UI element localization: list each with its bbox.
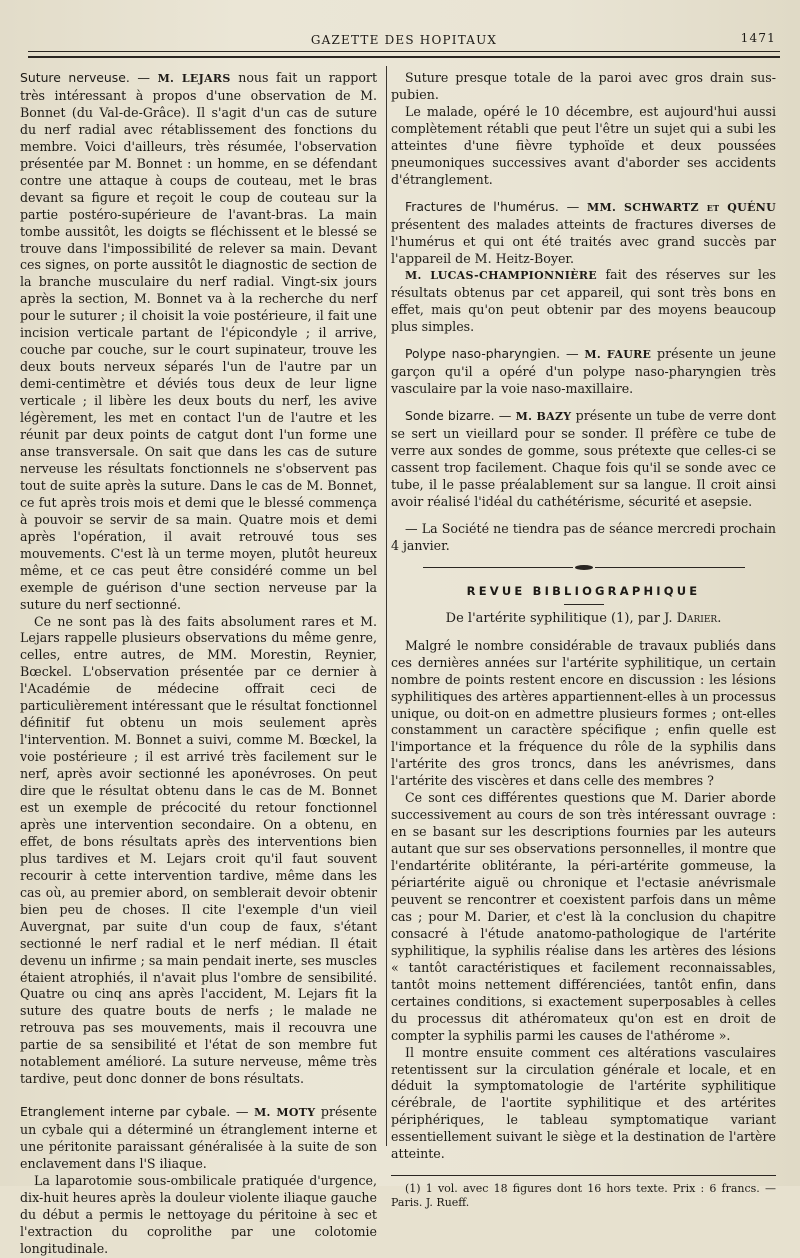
revue-paragraph-3: Il montre ensuite comment ces altérations vasculaires retentissent sur la circulation générale et locale, et en déduit la symptomatologie de l'artérite syphilitique cérébrale, de l'aortite syphilitique et des artérites périphériques, le tableau symptomatique variant essentiellement suivant le siège et la destination de l'artère atteinte. [391,1044,776,1162]
polype-heading: Polype naso-pharyngien. [405,346,561,362]
etranglement-dash: — [230,1104,255,1120]
revue-paragraph-2: Ce sont ces différentes questions que M. Darier aborde successivement au cours de son très intéressant ouvrage : en se basant sur les descriptions fournies par les auteurs autant que sur ses observations personnelles, il montre que l'endartérite oblitérante, la péri-artérite gommeuse, la périartérite aiguë ou chronique et l'ectasie anévrismale peuvent se rencontrer et coexistent parfois dans un même cas ; pour M. Darier, et c'est là la conclusion du chapitre consacré à l'étude anatomo-pathologique de l'artérite syphilitique, la syphilis réalise dans les artères des lésions « tantôt caractéristiques et facilement reconnaissables, tantôt moins nettement différenciées, tantôt enfin, dans certaines conditions, si exactement superposables à celles du processus dit athéromateux qu'on est en droit de compter la syphilis parmi les causes de l'athérome ». [391,790,776,1043]
revue-title-text: De l'artérite syphilitique (1), par [445,610,665,626]
section-spacer [20,1088,377,1104]
fractures-author-2: M. LUCAS-CHAMPIONNIÈRE [405,269,597,283]
footnote: (1) 1 vol. avec 18 figures dont 16 hors texte. Prix : 6 francs. — Paris. J. Rueff. [391,1182,776,1210]
fractures-authors: MM. SCHWARTZ et QUÉNU [587,200,776,214]
fractures-paragraph-2 [391,267,776,336]
sonde-author: M. BAZY [515,410,572,424]
suture-heading: Suture nerveuse. [20,70,130,85]
suture-paragraph-1 [20,70,377,614]
header-rule-thick [28,56,780,58]
polype-text: présente un jeune garçon qu'il a opéré d'un polype naso-pharyngien très vasculaire par la voie naso-maxillaire. [391,346,777,397]
revue-article-title [391,611,776,628]
continuation-paragraph-2: Le malade, opéré le 10 décembre, est aujourd'hui aussi complètement rétabli que peut l'être un sujet qui a subi les atteintes d'une fièvre typhoïde et deux poussées pneumoniques successives avant d'aborder ses accidents d'étranglement. [391,103,776,187]
ornament-line-right [595,567,745,568]
polype-author: M. FAURE [584,348,652,362]
sonde-paragraph [391,408,776,511]
section-spacer [391,511,776,521]
sonde-dash: — [494,408,516,424]
fractures-dash: — [558,198,587,214]
suture-text-1: nous fait un rapport très intéressant à propos d'une observation de M. Bonnet (du Val-de-Grâce). Il s'agit d'un cas de suture du nerf radial avec rétablissement des fonctions du membre. Voici d'ailleurs, très résumée, l'observation présentée par M. Bonnet : un homme, en se défendant contre une attaque à coups de couteau, met le bras devant sa figure et reçoit le coup de couteau sur la partie postéro-supérieure de l'avant-bras. La main tombe aussitôt, les doigts se fléchissent et le blessé se trouve dans l'impossibilité de relever sa main. Devant ces signes, on porte aussitôt le diagnostic de section de la branche musculaire du nerf radial. Vingt-six jours après la section, M. Bonnet va à la recherche du nerf pour le suturer ; il choisit la voie postérieure, il fait une incision verticale partant de l'épicondyle ; il arrive, couche par couche, sur le court supinateur, trouve les deux bouts nerveux séparés l'un de l'autre par un demi-centimètre et déviés tous deux de leur ligne verticale ; il libère les deux bouts du nerf, les avive légèrement, les met en contact l'un de l'autre et les réunit par deux points de catgut dont l'un forme une anse transversale. On sait que dans les cas de suture nerveuse les résultats fonctionnels ne s'observent pas tout de suite après la suture. Dans le cas de M. Bonnet, ce fut après trois mois et demi que le blessé commença à pouvoir se servir de sa main. Quatre mois et demi après l'opération, il avait retrouvé tous ses mouvements. C'est là un terme moyen, plutôt heureux même, et ce cas peut être considéré comme un bel exemple de guérison d'une section nerveuse par la suture du nerf sectionné. [20,70,378,612]
revue-article-author: J. Darier. [664,610,722,626]
section-spacer [391,398,776,408]
right-column [391,70,776,1210]
section-spacer [391,336,776,346]
etranglement-paragraph-1 [20,1104,377,1173]
ornament-center [575,565,593,570]
polype-paragraph [391,346,776,398]
etranglement-text-1: présente un cybale qui a déterminé un étranglement interne et une péritonite paraissant généralisée à la suite de son enclavement dans l'S iliaque. [20,1104,377,1172]
fractures-paragraph-1 [391,199,776,268]
page-number: 1471 [740,31,776,45]
column-separator [386,66,387,1146]
etranglement-heading: Etranglement interne par cybale. [20,1104,231,1120]
section-spacer [391,189,776,199]
notice-paragraph: — La Société ne tiendra pas de séance mercredi prochain 4 janvier. [391,520,776,553]
suture-dash: — [129,70,158,85]
journal-title: GAZETTE DES HOPITAUX [310,33,498,47]
section-ornament [391,561,776,575]
polype-dash: — [560,346,585,362]
section-title-rule [564,604,604,605]
continuation-paragraph-1: Suture presque totale de la paroi avec gros drain sus-pubien. [391,70,776,102]
page-header [28,30,780,50]
revue-section-title: REVUE BIBLIOGRAPHIQUE [466,583,701,598]
left-column [20,70,377,1258]
suture-paragraph-2: Ce ne sont pas là des faits absolument rares et M. Lejars rappelle plusieurs observations du même genre, celles, entre autres, de MM. Morestin, Reynier, Bœckel. L'observation présentée par ce dernier à l'Académie de médecine offrait ceci de particulièrement intéressant que le résultat fonctionnel définitif fut obtenu un mois seulement après l'intervention. M. Bonnet a suivi, comme M. Bœckel, la voie postérieure ; il est arrivé très facilement sur le nerf, après avoir sectionné les aponévroses. On peut dire que le résultat obtenu dans le cas de M. Bonnet est un exemple de précocité du retour fonctionnel après une intervention secondaire. On a obtenu, en effet, de bons résultats après des interventions bien plus tardives et M. Lejars croit qu'il faut souvent recourir à cette intervention tardive, même dans les cas où, au premier abord, on semblerait devoir obtenir bien peu de choses. Il cite l'exemple d'un vieil Auvergnat, par suite d'un coup de faux, s'étant sectionné le nerf radial et le nerf médian. Il était devenu un infirme ; sa main pendait inerte, ses muscles étaient atrophiés, il n'avait plus l'ombre de sensibilité. Quatre ou cinq ans après l'accident, M. Lejars fit la suture des quatre bouts de nerfs ; le malade ne retrouva pas ses mouvements, mais il recouvra une partie de sa sensibilité et l'état de son membre fut notablement amélioré. La suture nerveuse, même très tardive, peut donc donner de bons résultats. [20,613,377,1087]
etranglement-author: M. MOTY [254,1106,316,1120]
etranglement-paragraph-2: La laparotomie sous-ombilicale pratiquée d'urgence, dix-huit heures après la douleur violente iliaque gauche du début a permis le nettoyage du péritoine à sec et l'extraction du coprolithe par une colotomie longitudinale. [20,1173,377,1256]
sonde-heading: Sonde bizarre. [405,408,495,424]
footnote-rule [391,1175,776,1176]
header-rule-thin [28,51,780,52]
sonde-text: présente un tube de verre dont se sert un vieillard pour se sonder. Il préfère ce tube de verre aux sondes de gomme, sous prétexte que celles-ci se cassent trop facilement. Chaque fois qu'il se sonde avec ce tube, il le passe préalablement sur sa langue. Il croit ainsi avoir réalisé l'idéal du cathétérisme, sécurité et asepsie. [391,408,776,509]
fractures-heading: Fractures de l'humérus. [405,198,559,214]
suture-author: M. LEJARS [157,72,231,85]
revue-paragraph-1: Malgré le nombre considérable de travaux publiés dans ces dernières années sur l'artérite syphilitique, un certain nombre de points restent encore en discussion : les lésions syphilitiques des artères appartiennent-elles à un processus unique, ou doit-on en admettre plusieurs formes ; ont-elles constamment un caractère spécifique ; enfin quelle est l'importance et la fréquence du rôle de la syphilis dans l'artérite des gros troncs, dans les anévrismes, dans l'artérite des viscères et dans celle des membres ? [391,637,776,789]
fractures-text-1: présentent des malades atteints de fractures diverses de l'humérus et qui ont été traités avec grand succès par l'appareil de M. Heitz-Boyer. [391,216,776,266]
fractures-text-2: fait des réserves sur les résultats obtenus par cet appareil, qui sont très bons en effet, mais qu'on peut obtenir par des moyens beaucoup plus simples. [391,267,776,335]
ornament-line-left [423,567,573,568]
